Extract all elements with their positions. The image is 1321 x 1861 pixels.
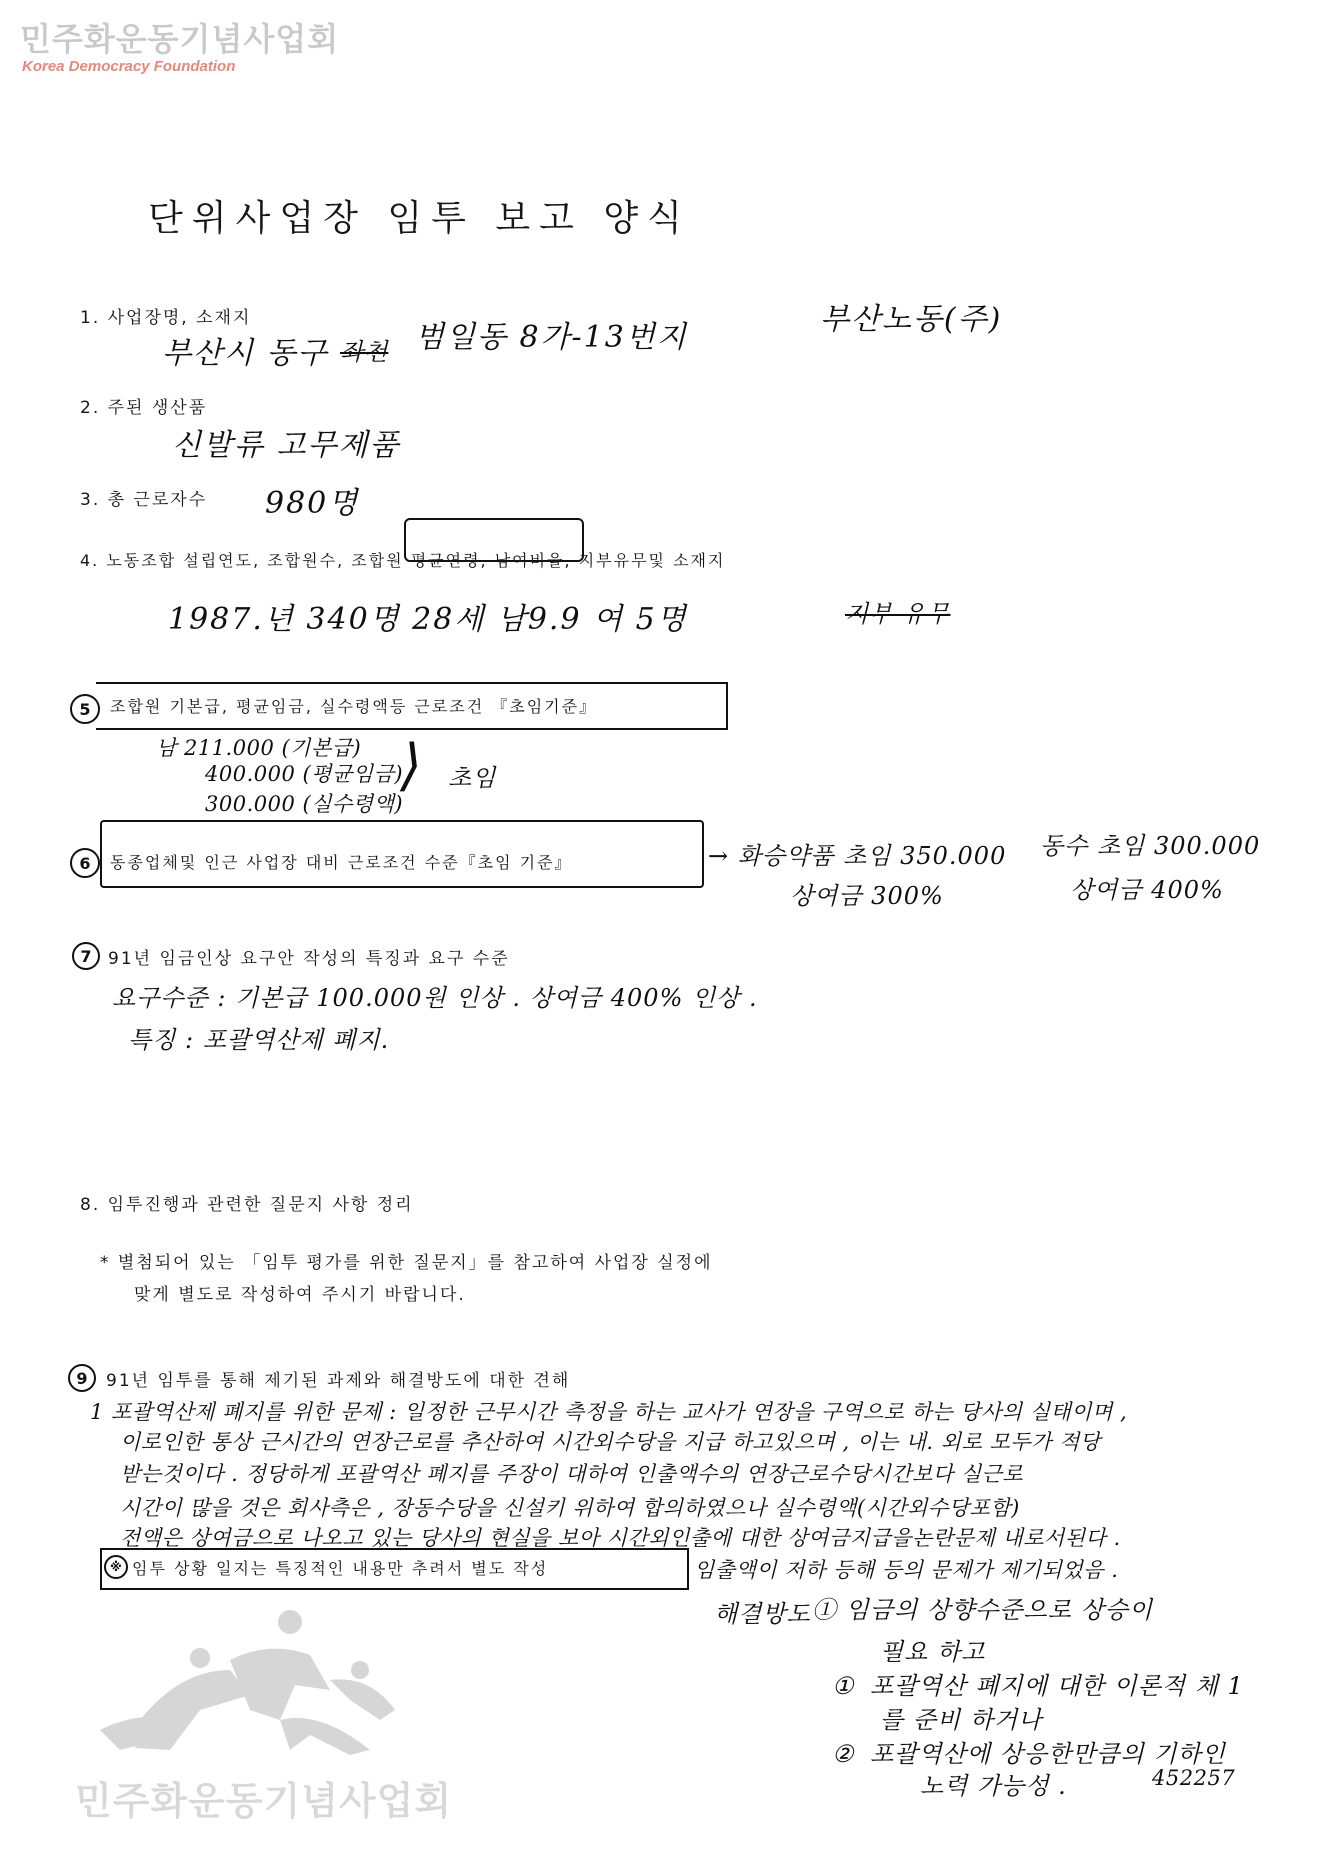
q5-label: 조합원 기본급, 평균임금, 실수령액등 근로조건 『초임기준』	[110, 697, 598, 716]
q9-resolution-2: 포괄역산에 상응한만큼의 기하인	[870, 1740, 1226, 1768]
q1-answer-a: 부산시 동구	[162, 336, 329, 371]
watermark-runners-image	[80, 1600, 410, 1760]
q6-answer-a2: 상여금 300%	[790, 882, 944, 910]
q3-answer: 980명	[265, 486, 360, 521]
q5-line-2: 400.000 (평균임금)	[205, 762, 404, 786]
page-title: 단위사업장 임투 보고 양식	[148, 198, 691, 239]
q9-line-6: 임출액이 저하 등해 등의 문제가 제기되었음 .	[694, 1558, 1119, 1582]
q7-number-circle: 7	[72, 942, 100, 970]
q9-resolution-num-2: ②	[832, 1740, 855, 1768]
watermark-text: 민주화운동기념사업회	[75, 1781, 453, 1823]
q8-note-1: * 별첨되어 있는 「임투 평가를 위한 질문지」를 참고하여 사업장 실정에	[100, 1253, 713, 1273]
q7-label: 91년 임금인상 요구안 작성의 특징과 요구 수준	[108, 949, 510, 969]
q7-answer-1: 요구수준 : 기본급 100.000원 인상 . 상여금 400% 인상 .	[112, 984, 758, 1012]
q9-line-2: 이로인한 통상 근시간의 연장근로를 추산하여 시간외수당을 지급 하고있으며 , 이는 내. 외로 모두가 적당	[120, 1430, 1101, 1454]
q9-line-5: 전액은 상여금으로 나오고 있는 당사의 현실을 보아 시간외인출에 대한 상여금지급을논란문제 내로서된다 .	[120, 1526, 1121, 1550]
org-name-english: Korea Democracy Foundation	[22, 58, 236, 75]
q4-answer: 1987.년 340명 28세 남9.9 여 5명	[168, 602, 688, 637]
q5-note: 초임	[448, 764, 497, 792]
q9-resolution-2b: 노력 가능성 .	[920, 1772, 1067, 1800]
q5-line-1: 남 211.000 (기본급)	[156, 736, 362, 760]
boxed-note-marker: ※	[104, 1555, 128, 1579]
q9-resolution-num-1: ①	[832, 1672, 855, 1700]
q6-answer-b1: 동수 초임 300.000	[1040, 832, 1261, 860]
q6-answer-a1: → 화승약품 초임 350.000	[708, 842, 1007, 870]
q5-bracket: ⟩	[400, 733, 422, 798]
q1-answer-c: 부산노동(주)	[820, 302, 1003, 337]
q9-resolution-1: 포괄역산 폐지에 대한 이론적 체 1	[870, 1672, 1244, 1700]
q9-resolution-1b: 를 준비 하거나	[880, 1706, 1043, 1734]
q2-label: 2. 주된 생산품	[80, 398, 208, 418]
q9-resolution-2c: 452257	[1152, 1766, 1236, 1790]
q9-line-3: 받는것이다 . 정당하게 포괄역산 폐지를 주장이 대하여 인출액수의 연장근로수당시간보다 실근로	[120, 1462, 1024, 1486]
org-name-korean: 민주화운동기념사업회	[20, 21, 340, 57]
q9-resolution-intro-2: 필요 하고	[880, 1638, 986, 1666]
q4-struck-text: 지부 유무	[845, 600, 951, 628]
q5-number-circle: 5	[70, 694, 100, 724]
q1-struck-word: 좌천	[340, 338, 389, 366]
q9-line-4: 시간이 많을 것은 회사측은 , 장동수당을 신설키 위하여 합의하였으나 실수령액(시간외수당포함)	[120, 1496, 1020, 1520]
q8-label: 8. 임투진행과 관련한 질문지 사항 정리	[80, 1195, 414, 1215]
q1-answer-b: 범일동 8가-13번지	[415, 320, 688, 355]
q6-label: 동종업체및 인근 사업장 대비 근로조건 수준『초임 기준』	[110, 853, 573, 872]
q9-resolution-intro: ① 임금의 상향수준으로 상승이	[812, 1596, 1154, 1624]
q6-answer-b2: 상여금 400%	[1070, 876, 1224, 904]
q8-note-2: 맞게 별도로 작성하여 주시기 바랍니다.	[134, 1285, 466, 1305]
q7-answer-2: 특징 : 포괄역산제 폐지.	[128, 1026, 390, 1054]
q9-line-1: 1 포괄역산제 폐지를 위한 문제 : 일정한 근무시간 측정을 하는 교사가 연장을 구역으로 하는 당사의 실태이며 ,	[90, 1400, 1128, 1424]
q6-number-circle: 6	[70, 848, 100, 878]
q1-label: 1. 사업장명, 소재지	[80, 308, 252, 328]
q2-answer: 신발류 고무제품	[172, 428, 401, 463]
q9-number-circle: 9	[68, 1364, 96, 1392]
q4-label: 4. 노동조합 설립연도, 조합원수, 조합원 평균연령, 남여비율, 지부유무및 소재지	[80, 551, 726, 570]
q9-resolution-label: 해결방도	[714, 1600, 811, 1628]
boxed-note-text: 임투 상황 일지는 특징적인 내용만 추려서 별도 작성	[132, 1559, 549, 1578]
q9-label: 91년 임투를 통해 제기된 과제와 해결방도에 대한 견해	[106, 1371, 571, 1391]
q3-label: 3. 총 근로자수	[80, 490, 208, 510]
q5-line-3: 300.000 (실수령액)	[205, 792, 404, 816]
